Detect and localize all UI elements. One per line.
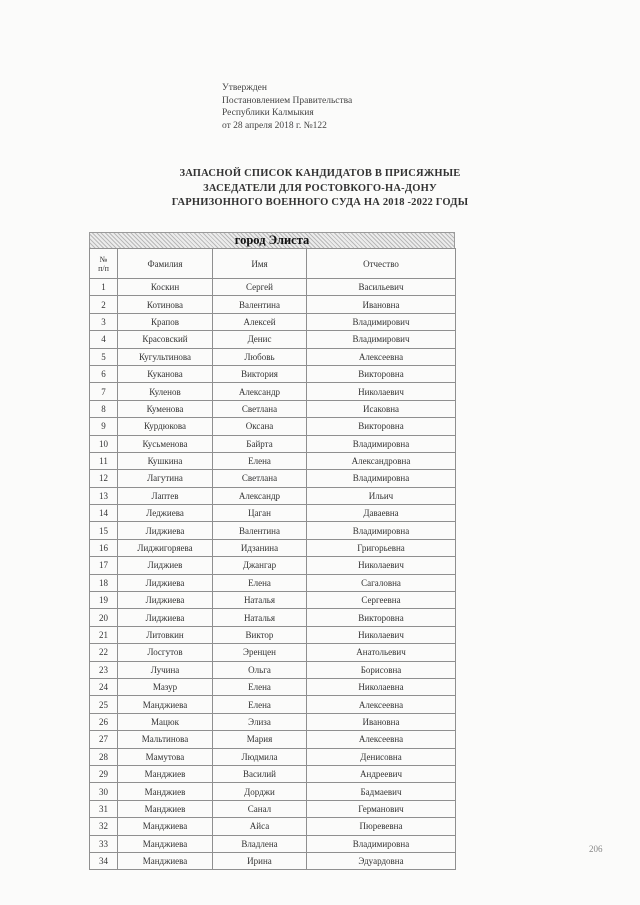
table-row [90, 678, 456, 695]
cell-patronymic: Пюревевна [307, 818, 456, 835]
cell-name: Валентина [213, 296, 307, 313]
cell-number: 4 [90, 331, 118, 348]
cell-name: Александр [213, 487, 307, 504]
table-row [90, 539, 456, 556]
cell-surname: Мальтинова [118, 731, 213, 748]
table-row [90, 626, 456, 643]
table-row [90, 696, 456, 713]
cell-name: Санал [213, 800, 307, 817]
cell-surname: Кушкина [118, 452, 213, 469]
cell-name: Светлана [213, 400, 307, 417]
cell-patronymic: Ильич [307, 487, 456, 504]
cell-patronymic: Васильевич [307, 279, 456, 296]
title-line: ЗАСЕДАТЕЛИ ДЛЯ РОСТОВКОГО-НА-ДОНУ [203, 182, 437, 194]
cell-name: Сергей [213, 279, 307, 296]
cell-patronymic: Викторовна [307, 365, 456, 382]
header-name: Имя [213, 249, 307, 279]
cell-number: 34 [90, 852, 118, 869]
cell-surname: Манджиева [118, 818, 213, 835]
table-row [90, 365, 456, 382]
cell-number: 30 [90, 783, 118, 800]
cell-number: 20 [90, 609, 118, 626]
cell-surname: Манджиева [118, 852, 213, 869]
cell-name: Любовь [213, 348, 307, 365]
cell-number: 18 [90, 574, 118, 591]
cell-number: 22 [90, 644, 118, 661]
cell-name: Идзанина [213, 539, 307, 556]
cell-surname: Лучина [118, 661, 213, 678]
cell-number: 15 [90, 522, 118, 539]
cell-name: Эренцен [213, 644, 307, 661]
table-row [90, 835, 456, 852]
candidates-table-wrap [89, 232, 455, 870]
cell-number: 8 [90, 400, 118, 417]
cell-patronymic: Владимировна [307, 470, 456, 487]
table-row [90, 418, 456, 435]
cell-number: 10 [90, 435, 118, 452]
table-row [90, 644, 456, 661]
cell-surname: Крапов [118, 313, 213, 330]
cell-patronymic: Викторовна [307, 418, 456, 435]
cell-surname: Мацюк [118, 713, 213, 730]
table-row [90, 505, 456, 522]
approval-block [222, 82, 352, 132]
approval-line: Утвержден [222, 83, 267, 93]
header-patronymic: Отчество [307, 249, 456, 279]
cell-surname: Манджиев [118, 765, 213, 782]
table-row [90, 470, 456, 487]
cell-name: Денис [213, 331, 307, 348]
cell-number: 21 [90, 626, 118, 643]
cell-name: Айса [213, 818, 307, 835]
cell-number: 1 [90, 279, 118, 296]
table-row [90, 748, 456, 765]
table-row [90, 313, 456, 330]
cell-number: 28 [90, 748, 118, 765]
cell-number: 25 [90, 696, 118, 713]
cell-surname: Манджиева [118, 696, 213, 713]
cell-number: 14 [90, 505, 118, 522]
cell-number: 9 [90, 418, 118, 435]
cell-number: 27 [90, 731, 118, 748]
cell-name: Цаган [213, 505, 307, 522]
table-row [90, 279, 456, 296]
cell-surname: Лиджиев [118, 557, 213, 574]
cell-number: 13 [90, 487, 118, 504]
header-number: № п/п [90, 249, 118, 279]
cell-name: Светлана [213, 470, 307, 487]
cell-patronymic: Сергеевна [307, 592, 456, 609]
cell-name: Дорджи [213, 783, 307, 800]
cell-name: Александр [213, 383, 307, 400]
cell-name: Елена [213, 696, 307, 713]
table-row [90, 765, 456, 782]
cell-patronymic: Борисовна [307, 661, 456, 678]
cell-name: Наталья [213, 609, 307, 626]
cell-patronymic: Николаевна [307, 678, 456, 695]
table-row [90, 783, 456, 800]
cell-patronymic: Алексеевна [307, 731, 456, 748]
cell-surname: Лосгутов [118, 644, 213, 661]
approval-line: Республики Калмыкия [222, 108, 314, 118]
cell-surname: Лиджиева [118, 609, 213, 626]
cell-surname: Красовский [118, 331, 213, 348]
header-surname: Фамилия [118, 249, 213, 279]
cell-patronymic: Бадмаевич [307, 783, 456, 800]
approval-line: Постановлением Правительства [222, 95, 353, 106]
cell-patronymic: Николаевич [307, 557, 456, 574]
cell-surname: Лиджиева [118, 574, 213, 591]
cell-number: 26 [90, 713, 118, 730]
table-row [90, 331, 456, 348]
cell-patronymic: Исаковна [307, 400, 456, 417]
cell-patronymic: Александровна [307, 452, 456, 469]
cell-surname: Манджиев [118, 800, 213, 817]
approval-line: от 28 апреля 2018 г. №122 [222, 120, 327, 131]
cell-patronymic: Германович [307, 800, 456, 817]
cell-name: Виктор [213, 626, 307, 643]
cell-name: Валентина [213, 522, 307, 539]
cell-name: Людмила [213, 748, 307, 765]
table-row [90, 557, 456, 574]
table-row [90, 452, 456, 469]
city-name: город Элиста [234, 233, 310, 247]
cell-patronymic: Ивановна [307, 296, 456, 313]
table-header-row [90, 249, 456, 279]
cell-surname: Манджиева [118, 835, 213, 852]
cell-name: Виктория [213, 365, 307, 382]
cell-name: Алексей [213, 313, 307, 330]
cell-patronymic: Владимировна [307, 522, 456, 539]
cell-name: Владлена [213, 835, 307, 852]
table-row [90, 713, 456, 730]
cell-number: 16 [90, 539, 118, 556]
cell-surname: Мазур [118, 678, 213, 695]
cell-number: 12 [90, 470, 118, 487]
cell-surname: Коскин [118, 279, 213, 296]
cell-surname: Мамутова [118, 748, 213, 765]
cell-patronymic: Григорьевна [307, 539, 456, 556]
cell-name: Элиза [213, 713, 307, 730]
cell-name: Елена [213, 452, 307, 469]
cell-patronymic: Эдуардовна [307, 852, 456, 869]
cell-name: Елена [213, 574, 307, 591]
table-row [90, 400, 456, 417]
cell-surname: Лиджиева [118, 522, 213, 539]
candidates-table [89, 248, 456, 870]
title-line: ЗАПАСНОЙ СПИСОК КАНДИДАТОВ В ПРИСЯЖНЫЕ [179, 168, 461, 179]
table-row [90, 818, 456, 835]
cell-number: 2 [90, 296, 118, 313]
cell-surname: Куканова [118, 365, 213, 382]
cell-surname: Кусьменова [118, 435, 213, 452]
cell-number: 32 [90, 818, 118, 835]
cell-patronymic: Алексеевна [307, 348, 456, 365]
cell-patronymic: Андреевич [307, 765, 456, 782]
cell-number: 33 [90, 835, 118, 852]
cell-surname: Курдюкова [118, 418, 213, 435]
cell-surname: Куленов [118, 383, 213, 400]
cell-number: 6 [90, 365, 118, 382]
cell-surname: Кугультинова [118, 348, 213, 365]
cell-surname: Лиджигоряева [118, 539, 213, 556]
cell-patronymic: Алексеевна [307, 696, 456, 713]
page-number: 206 [589, 844, 603, 854]
cell-patronymic: Анатольевич [307, 644, 456, 661]
cell-name: Ирина [213, 852, 307, 869]
cell-name: Оксана [213, 418, 307, 435]
document-title [60, 167, 580, 211]
cell-number: 3 [90, 313, 118, 330]
cell-name: Василий [213, 765, 307, 782]
table-row [90, 296, 456, 313]
cell-number: 24 [90, 678, 118, 695]
cell-number: 5 [90, 348, 118, 365]
table-row [90, 435, 456, 452]
cell-name: Джангар [213, 557, 307, 574]
cell-surname: Литовкин [118, 626, 213, 643]
cell-surname: Куменова [118, 400, 213, 417]
cell-patronymic: Сагаловна [307, 574, 456, 591]
table-row [90, 383, 456, 400]
table-row [90, 800, 456, 817]
cell-patronymic: Владимировна [307, 435, 456, 452]
cell-number: 11 [90, 452, 118, 469]
table-row [90, 661, 456, 678]
cell-patronymic: Владимирович [307, 313, 456, 330]
cell-patronymic: Николаевич [307, 383, 456, 400]
cell-patronymic: Николаевич [307, 626, 456, 643]
cell-number: 19 [90, 592, 118, 609]
table-row [90, 574, 456, 591]
cell-name: Ольга [213, 661, 307, 678]
cell-surname: Лагутина [118, 470, 213, 487]
cell-name: Наталья [213, 592, 307, 609]
cell-number: 31 [90, 800, 118, 817]
table-row [90, 592, 456, 609]
table-row [90, 348, 456, 365]
cell-number: 7 [90, 383, 118, 400]
cell-name: Байрта [213, 435, 307, 452]
cell-patronymic: Владимирович [307, 331, 456, 348]
cell-surname: Лиджиева [118, 592, 213, 609]
cell-name: Мария [213, 731, 307, 748]
cell-patronymic: Даваевна [307, 505, 456, 522]
cell-patronymic: Владимировна [307, 835, 456, 852]
city-header [89, 232, 455, 248]
table-row [90, 731, 456, 748]
table-row [90, 487, 456, 504]
cell-surname: Манджиев [118, 783, 213, 800]
cell-number: 29 [90, 765, 118, 782]
cell-surname: Леджиева [118, 505, 213, 522]
cell-surname: Котинова [118, 296, 213, 313]
cell-number: 23 [90, 661, 118, 678]
cell-patronymic: Денисовна [307, 748, 456, 765]
cell-number: 17 [90, 557, 118, 574]
table-row [90, 522, 456, 539]
cell-name: Елена [213, 678, 307, 695]
cell-surname: Лаптев [118, 487, 213, 504]
table-row [90, 852, 456, 869]
cell-patronymic: Викторовна [307, 609, 456, 626]
table-row [90, 609, 456, 626]
table-body [90, 279, 456, 870]
title-line: ГАРНИЗОННОГО ВОЕННОГО СУДА НА 2018 -2022 ГОДЫ [171, 197, 469, 208]
cell-patronymic: Ивановна [307, 713, 456, 730]
